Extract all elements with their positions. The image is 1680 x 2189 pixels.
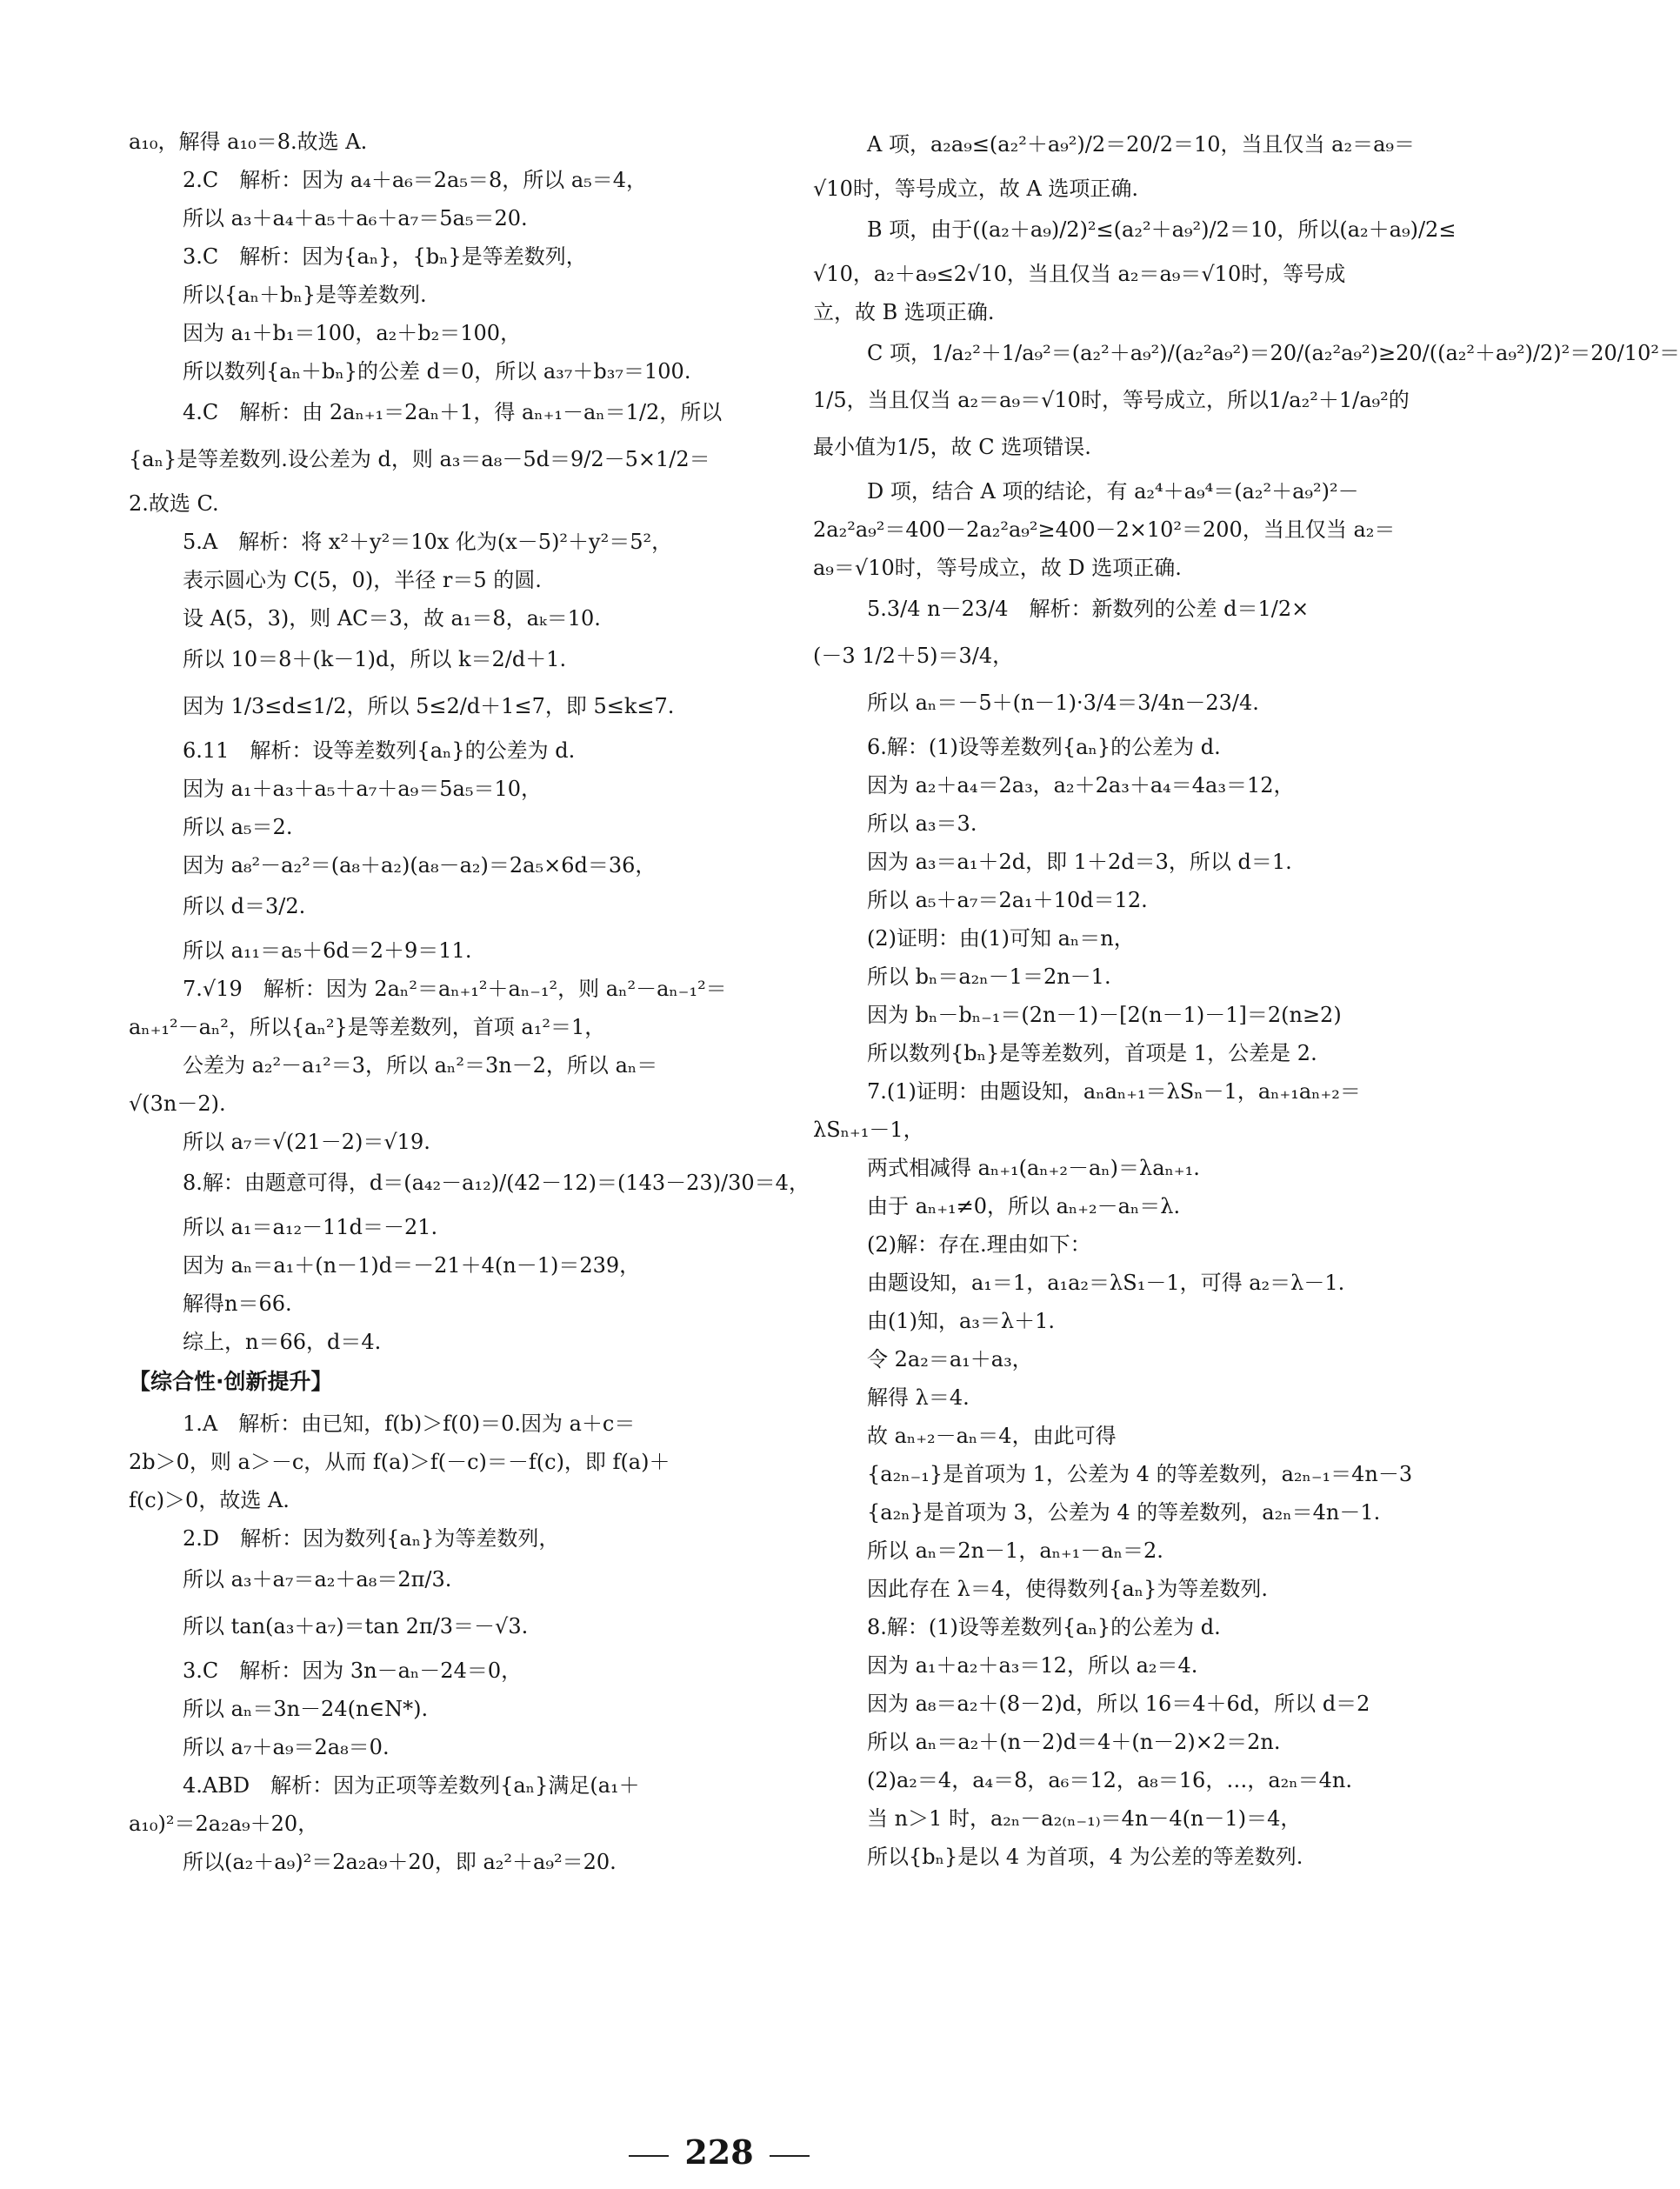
text-line: √10时，等号成立，故 A 选项正确.: [813, 177, 1139, 201]
text-line: 所以 a₁₁＝a₅＋6d＝2＋9＝11.: [183, 938, 472, 963]
text-line: 因为 a₁＋a₂＋a₃＝12，所以 a₂＝4.: [867, 1653, 1198, 1678]
text-line: 2.C 解析：因为 a₄＋a₆＝2a₅＝8，所以 a₅＝4，: [183, 168, 648, 192]
text-line: 2.故选 C.: [129, 491, 219, 516]
text-line: D 项，结合 A 项的结论，有 a₂⁴＋a₉⁴＝(a₂²＋a₉²)²－: [867, 479, 1359, 504]
text-line: 所以 bₙ＝a₂ₙ－1＝2n－1.: [867, 964, 1111, 989]
text-line: C 项，1/a₂²＋1/a₉²＝(a₂²＋a₉²)/(a₂²a₉²)＝20/(a₂²a₉²)≥20/((a₂²＋a₉²)/2)²＝20/10²＝: [867, 341, 1680, 365]
text-line: 2b＞0，则 a＞－c，从而 f(a)＞f(－c)＝－f(c)，即 f(a)＋: [129, 1450, 670, 1474]
text-line: 由题设知，a₁＝1，a₁a₂＝λS₁－1，可得 a₂＝λ－1.: [867, 1271, 1345, 1295]
text-line: 所以 d＝3/2.: [183, 894, 306, 918]
text-line: 所以 a₅＋a₇＝2a₁＋10d＝12.: [867, 888, 1148, 912]
text-line: 由(1)知，a₃＝λ＋1.: [867, 1309, 1056, 1333]
text-line: 7.√19 解析：因为 2aₙ²＝aₙ₊₁²＋aₙ₋₁²，则 aₙ²－aₙ₋₁²＝: [183, 977, 727, 1001]
text-line: a₁₀)²＝2a₂a₉＋20，: [129, 1812, 319, 1836]
text-line: {a₂ₙ₋₁}是首项为 1，公差为 4 的等差数列，a₂ₙ₋₁＝4n－3: [867, 1462, 1413, 1486]
text-line: 公差为 a₂²－a₁²＝3，所以 aₙ²＝3n－2，所以 aₙ＝: [183, 1053, 658, 1078]
text-line: 2a₂²a₉²＝400－2a₂²a₉²≥400－2×10²＝200，当且仅当 a₂＝: [813, 517, 1396, 542]
text-line: 设 A(5，3)，则 AC＝3，故 a₁＝8，aₖ＝10.: [183, 606, 601, 631]
text-line: 所以数列{bₙ}是等差数列，首项是 1，公差是 2.: [867, 1041, 1317, 1065]
text-line: 2.D 解析：因为数列{aₙ}为等差数列，: [183, 1526, 560, 1551]
text-line: 当 n＞1 时，a₂ₙ－a₂₍ₙ₋₁₎＝4n－4(n－1)＝4，: [867, 1806, 1302, 1831]
text-line: 因为 a₈²－a₂²＝(a₈＋a₂)(a₈－a₂)＝2a₅×6d＝36，: [183, 853, 657, 878]
text-line: 最小值为1/5，故 C 选项错误.: [813, 435, 1091, 459]
text-line: 解得n＝66.: [183, 1291, 292, 1316]
left-column: [129, 129, 810, 1887]
text-line: 故 aₙ₊₂－aₙ＝4，由此可得: [867, 1424, 1117, 1448]
text-line: 因为 a₁＋a₃＋a₅＋a₇＋a₉＝5a₅＝10，: [183, 777, 543, 801]
text-line: A 项，a₂a₉≤(a₂²＋a₉²)/2＝20/2＝10，当且仅当 a₂＝a₉＝: [867, 132, 1416, 157]
text-line: 1.A 解析：由已知，f(b)＞f(0)＝0.因为 a＋c＝: [183, 1412, 636, 1436]
text-line: 所以 10＝8＋(k－1)d，所以 k＝2/d＋1.: [183, 647, 567, 671]
text-line: λSₙ₊₁－1，: [813, 1118, 924, 1142]
text-line: 5.A 解析：将 x²＋y²＝10x 化为(x－5)²＋y²＝5²，: [183, 530, 673, 554]
text-line: 所以 a₅＝2.: [183, 815, 293, 839]
text-line: (－3 1/2＋5)＝3/4，: [813, 644, 1014, 668]
text-line: √(3n－2).: [129, 1091, 226, 1116]
text-line: 4.C 解析：由 2aₙ₊₁＝2aₙ＋1，得 aₙ₊₁－aₙ＝1/2，所以: [183, 400, 723, 424]
right-column: [813, 129, 1680, 1882]
text-line: 所以 a₁＝a₁₂－11d＝－21.: [183, 1215, 438, 1239]
text-line: a₉＝√10时，等号成立，故 D 选项正确.: [813, 556, 1182, 580]
text-line: a₁₀，解得 a₁₀＝8.故选 A.: [129, 130, 368, 154]
text-line: 表示圆心为 C(5，0)，半径 r＝5 的圆.: [183, 568, 542, 592]
text-line: 因为 a₁＋b₁＝100，a₂＋b₂＝100，: [183, 321, 522, 345]
text-line: 1/5，当且仅当 a₂＝a₉＝√10时，等号成立，所以1/a₂²＋1/a₉²的: [813, 388, 1410, 412]
text-line: 所以 a₃＋a₇＝a₂＋a₈＝2π/3.: [183, 1567, 452, 1592]
text-line: 6.11 解析：设等差数列{aₙ}的公差为 d.: [183, 738, 576, 763]
text-line: {aₙ}是等差数列.设公差为 d，则 a₃＝a₈－5d＝9/2－5×1/2＝: [129, 447, 710, 471]
text-line: 5.3/4 n－23/4 解析：新数列的公差 d＝1/2×: [867, 597, 1310, 621]
section-heading: 【综合性·创新提升】: [129, 1369, 333, 1394]
text-line: 所以 a₇＋a₉＝2a₈＝0.: [183, 1735, 390, 1759]
text-line: 因为 a₈＝a₂＋(8－2)d，所以 16＝4＋6d，所以 d＝2: [867, 1692, 1370, 1716]
text-line: 立，故 B 选项正确.: [813, 300, 995, 324]
text-line: 解得 λ＝4.: [867, 1385, 970, 1410]
text-line: 4.ABD 解析：因为正项等差数列{aₙ}满足(a₁＋: [183, 1773, 640, 1798]
text-line: 因为 1/3≤d≤1/2，所以 5≤2/d＋1≤7，即 5≤k≤7.: [183, 694, 675, 718]
text-line: 综上，n＝66，d＝4.: [183, 1330, 382, 1354]
text-line: 所以{aₙ＋bₙ}是等差数列.: [183, 283, 427, 307]
text-line: 所以 a₇＝√(21－2)＝√19.: [183, 1130, 430, 1154]
text-line: 所以{bₙ}是以 4 为首项，4 为公差的等差数列.: [867, 1845, 1303, 1869]
text-line: 所以数列{aₙ＋bₙ}的公差 d＝0，所以 a₃₇＋b₃₇＝100.: [183, 359, 691, 384]
text-line: {a₂ₙ}是首项为 3，公差为 4 的等差数列，a₂ₙ＝4n－1.: [867, 1500, 1381, 1525]
page-number: 228: [684, 2132, 754, 2172]
text-line: B 项，由于((a₂＋a₉)/2)²≤(a₂²＋a₉²)/2＝10，所以(a₂＋a₉)/2≤: [867, 217, 1457, 242]
text-line: 两式相减得 aₙ₊₁(aₙ₊₂－aₙ)＝λaₙ₊₁.: [867, 1156, 1200, 1180]
text-line: 所以 aₙ＝3n－24(n∈N*).: [183, 1697, 429, 1721]
text-line: (2)a₂＝4，a₄＝8，a₆＝12，a₈＝16，…，a₂ₙ＝4n.: [867, 1768, 1352, 1792]
text-line: f(c)＞0，故选 A.: [129, 1488, 290, 1512]
text-line: 所以 a₃＋a₄＋a₅＋a₆＋a₇＝5a₅＝20.: [183, 206, 528, 230]
text-line: 令 2a₂＝a₁＋a₃，: [867, 1347, 1033, 1371]
text-line: 因为 a₃＝a₁＋2d，即 1＋2d＝3，所以 d＝1.: [867, 850, 1292, 874]
text-line: 所以 a₃＝3.: [867, 811, 977, 836]
text-line: 所以 aₙ＝a₂＋(n－2)d＝4＋(n－2)×2＝2n.: [867, 1730, 1281, 1754]
text-line: 8.解：由题意可得，d＝(a₄₂－a₁₂)/(42－12)＝(143－23)/30＝4，: [183, 1171, 810, 1195]
text-line: 7.(1)证明：由题设知，aₙaₙ₊₁＝λSₙ－1，aₙ₊₁aₙ₊₂＝: [867, 1079, 1361, 1104]
text-line: 8.解：(1)设等差数列{aₙ}的公差为 d.: [867, 1615, 1221, 1639]
text-line: 由于 aₙ₊₁≠0，所以 aₙ₊₂－aₙ＝λ.: [867, 1194, 1181, 1218]
text-line: 所以 aₙ＝－5＋(n－1)·3/4＝3/4n－23/4.: [867, 691, 1259, 715]
text-line: aₙ₊₁²－aₙ²，所以{aₙ²}是等差数列，首项 a₁²＝1，: [129, 1015, 606, 1039]
text-line: 3.C 解析：因为 3n－aₙ－24＝0，: [183, 1658, 523, 1683]
text-line: 因此存在 λ＝4，使得数列{aₙ}为等差数列.: [867, 1577, 1268, 1601]
page-number-footer: [0, 2132, 1438, 2172]
text-line: √10，a₂＋a₉≤2√10，当且仅当 a₂＝a₉＝√10时，等号成: [813, 262, 1346, 286]
text-line: 因为 bₙ－bₙ₋₁＝(2n－1)－[2(n－1)－1]＝2(n≥2): [867, 1003, 1342, 1027]
text-line: 所以 tan(a₃＋a₇)＝tan 2π/3＝－√3.: [183, 1614, 529, 1638]
text-line: 6.解：(1)设等差数列{aₙ}的公差为 d.: [867, 735, 1221, 759]
text-line: (2)解：存在.理由如下：: [867, 1232, 1091, 1257]
text-line: (2)证明：由(1)可知 aₙ＝n，: [867, 926, 1135, 951]
footer-dash-left: [629, 2155, 669, 2157]
text-line: 所以 aₙ＝2n－1，aₙ₊₁－aₙ＝2.: [867, 1538, 1163, 1563]
footer-dash-right: [770, 2155, 810, 2157]
text-line: 所以(a₂＋a₉)²＝2a₂a₉＋20，即 a₂²＋a₉²＝20.: [183, 1850, 617, 1874]
text-line: 3.C 解析：因为{aₙ}，{bₙ}是等差数列，: [183, 244, 587, 269]
text-line: 因为 aₙ＝a₁＋(n－1)d＝－21＋4(n－1)＝239，: [183, 1253, 641, 1278]
text-line: 因为 a₂＋a₄＝2a₃，a₂＋2a₃＋a₄＝4a₃＝12，: [867, 773, 1295, 798]
